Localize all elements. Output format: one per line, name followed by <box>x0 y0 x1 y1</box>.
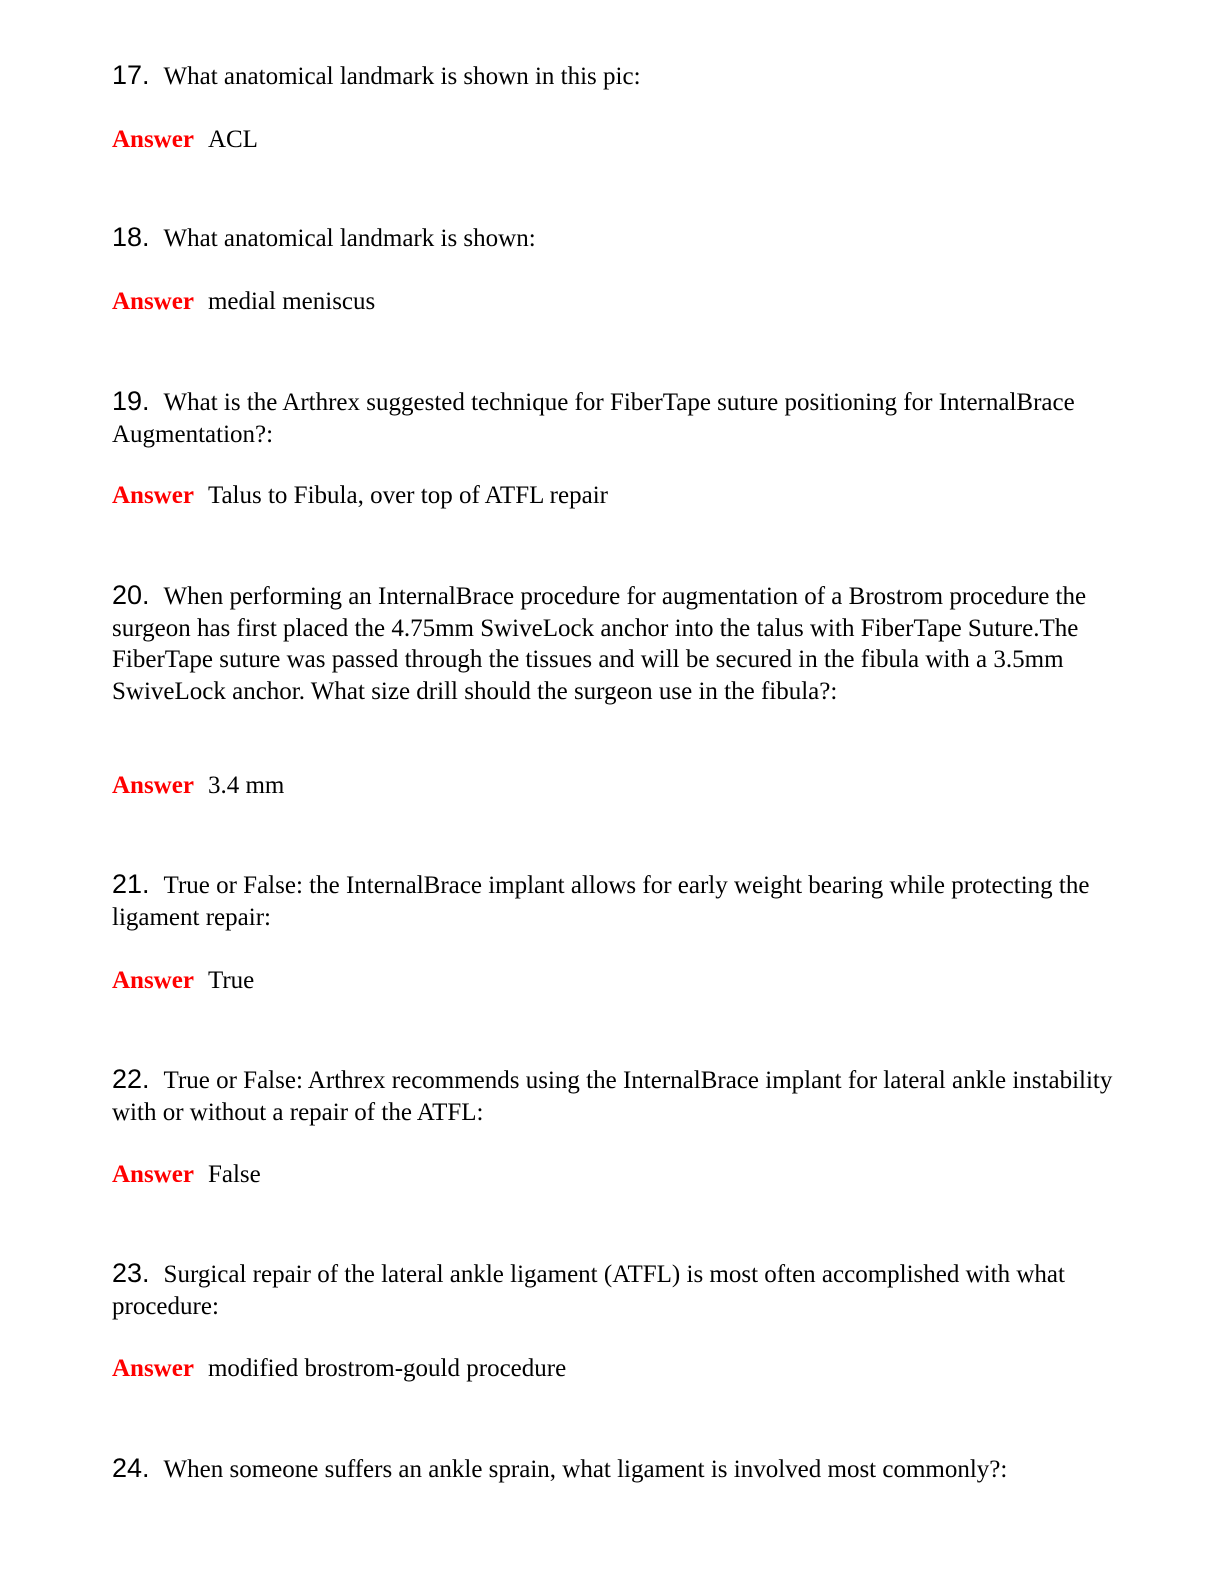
answer-label: Answer <box>112 967 194 994</box>
question-23 <box>112 1258 1122 1322</box>
answer-text: True <box>207 967 255 994</box>
answer-20 <box>112 770 284 802</box>
question-number: 20. <box>112 580 150 610</box>
answer-19 <box>112 480 608 512</box>
question-text: What anatomical landmark is shown in this pic: <box>163 63 641 90</box>
answer-text: modified brostrom-gould procedure <box>207 1355 567 1382</box>
question-21 <box>112 869 1122 933</box>
answer-label: Answer <box>112 482 194 509</box>
answer-text: ACL <box>207 126 258 153</box>
question-19 <box>112 386 1122 450</box>
question-24 <box>112 1453 1122 1486</box>
question-18 <box>112 222 1122 255</box>
question-number: 21. <box>112 869 150 899</box>
answer-text: medial meniscus <box>207 288 376 315</box>
answer-label: Answer <box>112 126 194 153</box>
answer-label: Answer <box>112 772 194 799</box>
answer-17 <box>112 124 258 156</box>
question-20 <box>112 580 1122 707</box>
answer-18 <box>112 286 375 318</box>
question-number: 24. <box>112 1453 150 1483</box>
question-22 <box>112 1064 1122 1128</box>
question-number: 22. <box>112 1064 150 1094</box>
question-number: 19. <box>112 386 150 416</box>
question-number: 23. <box>112 1258 150 1288</box>
answer-text: Talus to Fibula, over top of ATFL repair <box>207 482 608 509</box>
answer-23 <box>112 1353 566 1385</box>
question-number: 17. <box>112 60 150 90</box>
answer-text: 3.4 mm <box>207 772 285 799</box>
question-17 <box>112 60 1122 93</box>
question-text: What anatomical landmark is shown: <box>163 225 536 252</box>
answer-21 <box>112 965 254 997</box>
question-text: What is the Arthrex suggested technique for FiberTape suture positioning for InternalBrace Augmentation?: <box>112 389 1075 448</box>
answer-label: Answer <box>112 1161 194 1188</box>
answer-22 <box>112 1159 261 1191</box>
answer-label: Answer <box>112 288 194 315</box>
question-text: When someone suffers an ankle sprain, what ligament is involved most commonly?: <box>163 1456 1008 1483</box>
question-number: 18. <box>112 222 150 252</box>
question-text: When performing an InternalBrace procedure for augmentation of a Brostrom procedure the surgeon has first placed the 4.75mm SwiveLock anchor into the talus with FiberTape Suture.The FiberTape suture was passed through the tissues and will be secured in the fibula with a 3.5mm SwiveLock anchor. What size drill should the surgeon use in the fibula?: <box>112 583 1087 705</box>
answer-label: Answer <box>112 1355 194 1382</box>
question-text: Surgical repair of the lateral ankle ligament (ATFL) is most often accomplished with what procedure: <box>112 1261 1065 1320</box>
question-text: True or False: the InternalBrace implant allows for early weight bearing while protecting the ligament repair: <box>112 872 1090 931</box>
answer-text: False <box>207 1161 261 1188</box>
question-text: True or False: Arthrex recommends using the InternalBrace implant for lateral ankle instability with or without a repair of the ATFL: <box>112 1067 1113 1126</box>
